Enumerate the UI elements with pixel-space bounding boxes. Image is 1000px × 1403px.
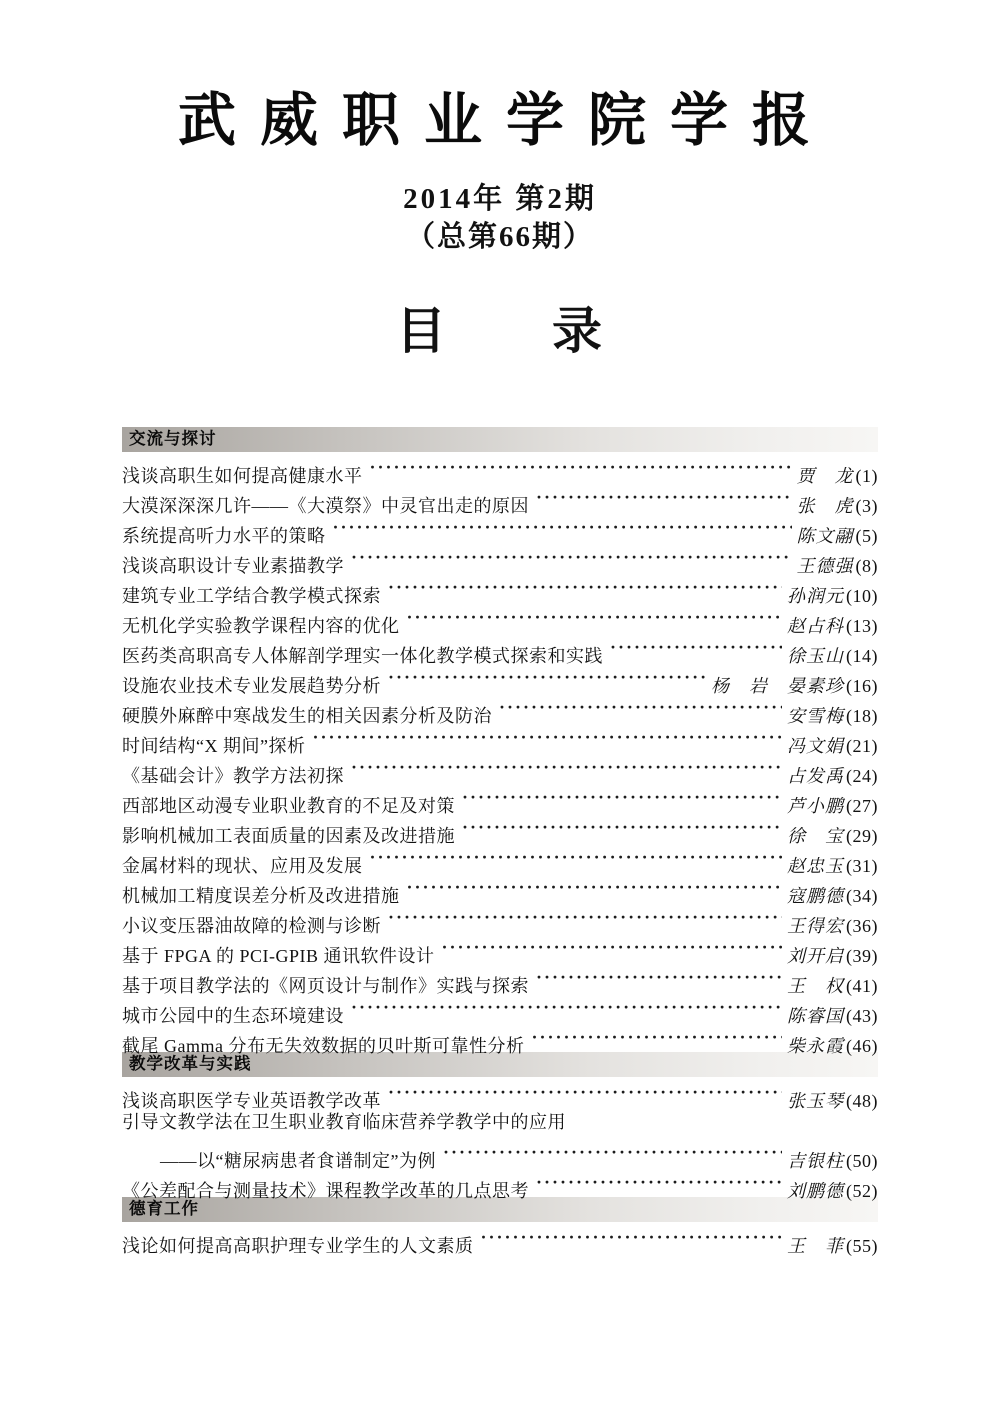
article-title: 基于 FPGA 的 PCI-GPIB 通讯软件设计 xyxy=(122,946,435,966)
article-page: (41) xyxy=(846,976,878,996)
dot-leader xyxy=(388,1077,782,1107)
article-author: 陈睿国 xyxy=(787,1006,844,1026)
article-page: (10) xyxy=(846,586,878,606)
article-row xyxy=(122,452,878,486)
article-author: 王德强 xyxy=(796,556,854,576)
article-page: (50) xyxy=(846,1151,878,1171)
article-page: (39) xyxy=(846,946,878,966)
article-author: 刘开启 xyxy=(787,946,844,966)
article-title: 机械加工精度误差分析及改进措施 xyxy=(122,886,400,906)
article-title: 建筑专业工学结合教学模式探索 xyxy=(122,586,381,606)
article-author: 芦小鹏 xyxy=(787,796,844,816)
article-author: 冯文娟 xyxy=(787,736,844,756)
dot-leader xyxy=(312,722,782,752)
article-title: 时间结构“X 期间”探析 xyxy=(122,736,306,756)
article-page: (13) xyxy=(846,616,878,636)
article-author: 杨 岩 晏素珍 xyxy=(711,676,844,696)
article-title: 浅论如何提高高职护理专业学生的人文素质 xyxy=(122,1236,474,1256)
dot-leader xyxy=(481,1222,783,1252)
dot-leader xyxy=(499,692,782,722)
article-page: (52) xyxy=(846,1181,878,1201)
article-page: (14) xyxy=(846,646,878,666)
dot-leader xyxy=(333,512,792,542)
article-author: 张 虎 xyxy=(796,496,854,516)
article-page: (34) xyxy=(846,886,878,906)
article-row xyxy=(122,1107,878,1137)
article-page: (29) xyxy=(846,826,878,846)
dot-leader xyxy=(443,1137,782,1167)
toc-title: 目 录 xyxy=(396,303,604,359)
article-author: 徐 宝 xyxy=(787,826,844,846)
article-page: (8) xyxy=(855,556,878,576)
article-row xyxy=(122,1222,878,1256)
article-title: 影响机械加工表面质量的因素及改进措施 xyxy=(122,826,455,846)
section-label: 交流与探讨 xyxy=(129,430,217,448)
toc xyxy=(122,427,878,1256)
article-page: (43) xyxy=(846,1006,878,1026)
header xyxy=(0,0,1000,359)
article-author: 赵忠玉 xyxy=(787,856,844,876)
article-author: 占发禹 xyxy=(787,766,844,786)
article-author: 王得宏 xyxy=(787,916,844,936)
article-page: (21) xyxy=(846,736,878,756)
section-label: 教学改革与实践 xyxy=(129,1055,252,1073)
article-author: 赵占科 xyxy=(787,616,844,636)
article-page: (18) xyxy=(846,706,878,726)
dot-leader xyxy=(388,662,706,692)
article-title: 西部地区动漫专业职业教育的不足及对策 xyxy=(122,796,455,816)
article-title: 医药类高职高专人体解剖学理实一体化教学模式探索和实践 xyxy=(122,646,603,666)
article-title: 浅谈高职生如何提高健康水平 xyxy=(122,466,363,486)
article-title: 无机化学实验教学课程内容的优化 xyxy=(122,616,400,636)
article-page: (5) xyxy=(855,526,878,546)
article-author: 王 权 xyxy=(787,976,844,996)
article-author: 柴永霞 xyxy=(787,1036,844,1056)
article-title: 《基础会计》教学方法初探 xyxy=(122,766,344,786)
section-label: 德育工作 xyxy=(129,1200,199,1218)
article-title: 小议变压器油故障的检测与诊断 xyxy=(122,916,381,936)
dot-leader xyxy=(462,812,782,842)
article-author: 张玉琴 xyxy=(787,1091,844,1111)
dot-leader xyxy=(407,872,783,902)
dot-leader xyxy=(442,932,782,962)
dot-leader xyxy=(370,842,783,872)
dot-leader xyxy=(388,572,782,602)
article-title: 硬膜外麻醉中寒战发生的相关因素分析及防治 xyxy=(122,706,492,726)
article-page: (46) xyxy=(846,1036,878,1056)
article-author: 徐玉山 xyxy=(787,646,844,666)
dot-leader xyxy=(407,602,783,632)
article-page: (31) xyxy=(846,856,878,876)
dot-leader xyxy=(351,542,792,572)
article-page: (24) xyxy=(846,766,878,786)
article-subtitle: ——以“糖尿病患者食谱制定”为例 xyxy=(160,1151,436,1171)
article-page: (16) xyxy=(846,676,878,696)
article-title: 浅谈高职医学专业英语教学改革 xyxy=(122,1091,381,1111)
dot-leader xyxy=(536,1167,782,1197)
article-title: 城市公园中的生态环境建设 xyxy=(122,1006,344,1026)
article-title: 大漠深深深几许——《大漠祭》中灵官出走的原因 xyxy=(122,496,529,516)
article-page: (1) xyxy=(855,466,878,486)
dot-leader xyxy=(462,782,782,812)
article-page: (36) xyxy=(846,916,878,936)
article-row xyxy=(122,1137,878,1171)
article-page: (55) xyxy=(846,1236,878,1256)
article-title: 截尾 Gamma 分布无失效数据的贝叶斯可靠性分析 xyxy=(122,1036,525,1056)
dot-leader xyxy=(531,1022,782,1052)
journal-title: 武威职业学院学报 xyxy=(177,88,834,153)
dot-leader xyxy=(536,962,782,992)
dot-leader xyxy=(351,992,782,1022)
article-page: (3) xyxy=(855,496,878,516)
article-page: (48) xyxy=(846,1091,878,1111)
volume-line: （总第66期） xyxy=(405,221,594,253)
article-title: 浅谈高职设计专业素描教学 xyxy=(122,556,344,576)
article-title: 设施农业技术专业发展趋势分析 xyxy=(122,676,381,696)
dot-leader xyxy=(370,452,792,482)
article-author: 孙润元 xyxy=(787,586,844,606)
article-title: 引导文教学法在卫生职业教育临床营养学教学中的应用 xyxy=(122,1112,566,1132)
dot-leader xyxy=(388,902,782,932)
article-row xyxy=(122,1077,878,1111)
article-author: 寇鹏德 xyxy=(787,886,844,906)
article-title: 金属材料的现状、应用及发展 xyxy=(122,856,363,876)
article-author: 刘鹏德 xyxy=(787,1181,844,1201)
article-author: 贾 龙 xyxy=(796,466,854,486)
dot-leader xyxy=(610,632,782,662)
issue-line: 2014年 第2期 xyxy=(403,183,597,215)
dot-leader xyxy=(351,752,782,782)
section-bar xyxy=(122,427,878,452)
article-title: 《公差配合与测量技术》课程教学改革的几点思考 xyxy=(122,1181,529,1201)
dot-leader xyxy=(536,482,792,512)
article-title: 系统提高听力水平的策略 xyxy=(122,526,326,546)
article-page: (27) xyxy=(846,796,878,816)
article-title: 基于项目教学法的《网页设计与制作》实践与探索 xyxy=(122,976,529,996)
article-author: 王 菲 xyxy=(787,1236,844,1256)
article-author: 安雪梅 xyxy=(787,706,844,726)
article-author: 吉银柱 xyxy=(787,1151,844,1171)
article-author: 陈文翮 xyxy=(796,526,854,546)
